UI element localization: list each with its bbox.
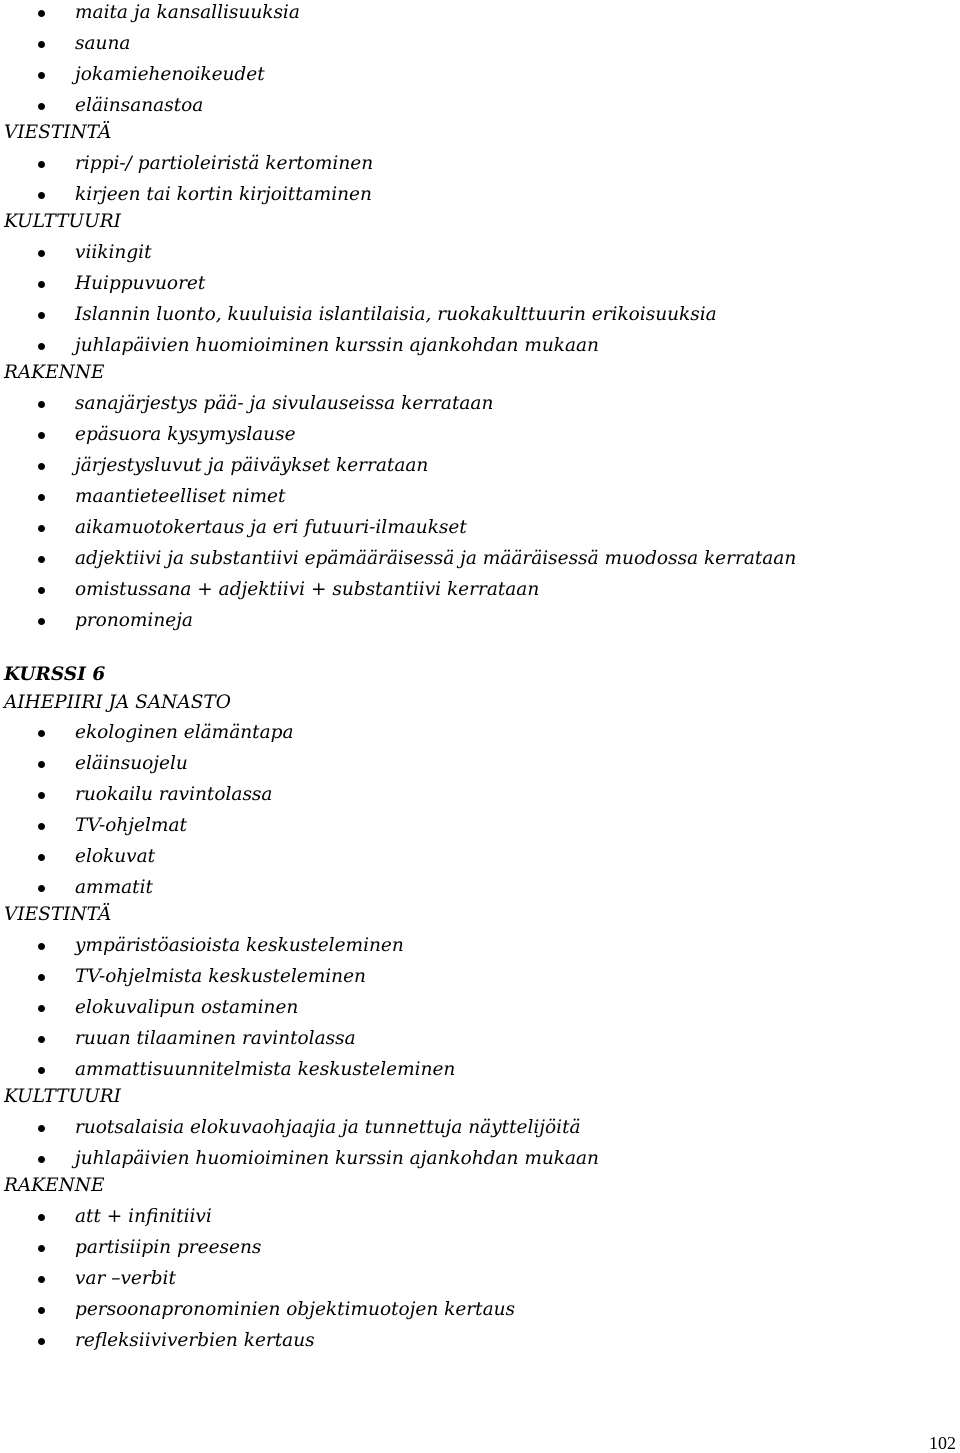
section-heading: KULTTUURI bbox=[4, 1086, 121, 1107]
list-item: maita ja kansallisuuksia bbox=[75, 2, 300, 23]
list-item: pronomineja bbox=[75, 610, 193, 631]
bullet-icon bbox=[38, 1276, 45, 1283]
bullet-icon bbox=[38, 250, 45, 257]
bullet-icon bbox=[38, 1005, 45, 1012]
bullet-icon bbox=[38, 1245, 45, 1252]
list-item: TV-ohjelmat bbox=[75, 815, 187, 836]
list-item: ammattisuunnitelmista keskusteleminen bbox=[75, 1059, 456, 1080]
list-item: sauna bbox=[75, 33, 131, 54]
section-heading: RAKENNE bbox=[4, 362, 105, 383]
list-item: ruotsalaisia elokuvaohjaajia ja tunnettuja näyttelijöitä bbox=[75, 1117, 581, 1138]
bullet-icon bbox=[38, 103, 45, 110]
list-item: eläinsanastoa bbox=[75, 95, 204, 116]
list-item: ammatit bbox=[75, 877, 153, 898]
list-item: jokamiehenoikeudet bbox=[75, 64, 265, 85]
bullet-icon bbox=[38, 192, 45, 199]
bullet-icon bbox=[38, 618, 45, 625]
bullet-icon bbox=[38, 1036, 45, 1043]
bullet-icon bbox=[38, 1307, 45, 1314]
bullet-icon bbox=[38, 823, 45, 830]
bullet-icon bbox=[38, 885, 45, 892]
bullet-icon bbox=[38, 401, 45, 408]
bullet-icon bbox=[38, 161, 45, 168]
bullet-icon bbox=[38, 1125, 45, 1132]
bullet-icon bbox=[38, 525, 45, 532]
list-item: omistussana + adjektiivi + substantiivi kerrataan bbox=[75, 579, 540, 600]
list-item: elokuvat bbox=[75, 846, 156, 867]
list-item: att + infinitiivi bbox=[75, 1206, 212, 1227]
list-item: sanajärjestys pää- ja sivulauseissa kerrataan bbox=[75, 393, 494, 414]
bullet-icon bbox=[38, 72, 45, 79]
list-item: aikamuotokertaus ja eri futuuri-ilmaukset bbox=[75, 517, 467, 538]
section-heading: VIESTINTÄ bbox=[4, 904, 112, 925]
list-item: juhlapäivien huomioiminen kurssin ajankohdan mukaan bbox=[75, 1148, 599, 1169]
list-item: var –verbit bbox=[75, 1268, 176, 1289]
bullet-icon bbox=[38, 587, 45, 594]
bullet-icon bbox=[38, 761, 45, 768]
page-number: 102 bbox=[929, 1433, 956, 1453]
list-item: järjestysluvut ja päiväykset kerrataan bbox=[75, 455, 429, 476]
list-item: TV-ohjelmista keskusteleminen bbox=[75, 966, 366, 987]
section-heading: KULTTUURI bbox=[4, 211, 121, 232]
bullet-icon bbox=[38, 730, 45, 737]
list-item: elokuvalipun ostaminen bbox=[75, 997, 299, 1018]
list-item: refleksiiviverbien kertaus bbox=[75, 1330, 315, 1351]
bullet-icon bbox=[38, 854, 45, 861]
bullet-icon bbox=[38, 281, 45, 288]
list-item: ympäristöasioista keskusteleminen bbox=[75, 935, 404, 956]
list-item: juhlapäivien huomioiminen kurssin ajankohdan mukaan bbox=[75, 335, 599, 356]
bullet-icon bbox=[38, 1214, 45, 1221]
list-item: eläinsuojelu bbox=[75, 753, 188, 774]
bullet-icon bbox=[38, 494, 45, 501]
list-item: Huippuvuoret bbox=[75, 273, 206, 294]
bullet-icon bbox=[38, 463, 45, 470]
list-item: persoonapronominien objektimuotojen kertaus bbox=[75, 1299, 516, 1320]
list-item: ruokailu ravintolassa bbox=[75, 784, 273, 805]
bullet-icon bbox=[38, 41, 45, 48]
section-heading: VIESTINTÄ bbox=[4, 122, 112, 143]
list-item: epäsuora kysymyslause bbox=[75, 424, 296, 445]
bullet-icon bbox=[38, 1067, 45, 1074]
bullet-icon bbox=[38, 792, 45, 799]
bullet-icon bbox=[38, 974, 45, 981]
bullet-icon bbox=[38, 343, 45, 350]
course-title: KURSSI 6 bbox=[4, 664, 106, 685]
list-item: Islannin luonto, kuuluisia islantilaisia, ruokakulttuurin erikoisuuksia bbox=[75, 304, 717, 325]
list-item: maantieteelliset nimet bbox=[75, 486, 286, 507]
bullet-icon bbox=[38, 10, 45, 17]
bullet-icon bbox=[38, 943, 45, 950]
list-item: kirjeen tai kortin kirjoittaminen bbox=[75, 184, 372, 205]
list-item: ruuan tilaaminen ravintolassa bbox=[75, 1028, 356, 1049]
bullet-icon bbox=[38, 1338, 45, 1345]
bullet-icon bbox=[38, 556, 45, 563]
section-heading: RAKENNE bbox=[4, 1175, 105, 1196]
bullet-icon bbox=[38, 1156, 45, 1163]
list-item: adjektiivi ja substantiivi epämääräisessä ja määräisessä muodossa kerrataan bbox=[75, 548, 797, 569]
bullet-icon bbox=[38, 312, 45, 319]
section-heading: AIHEPIIRI JA SANASTO bbox=[4, 692, 231, 713]
list-item: ekologinen elämäntapa bbox=[75, 722, 294, 743]
list-item: partisiipin preesens bbox=[75, 1237, 262, 1258]
list-item: rippi-/ partioleiristä kertominen bbox=[75, 153, 374, 174]
list-item: viikingit bbox=[75, 242, 152, 263]
bullet-icon bbox=[38, 432, 45, 439]
